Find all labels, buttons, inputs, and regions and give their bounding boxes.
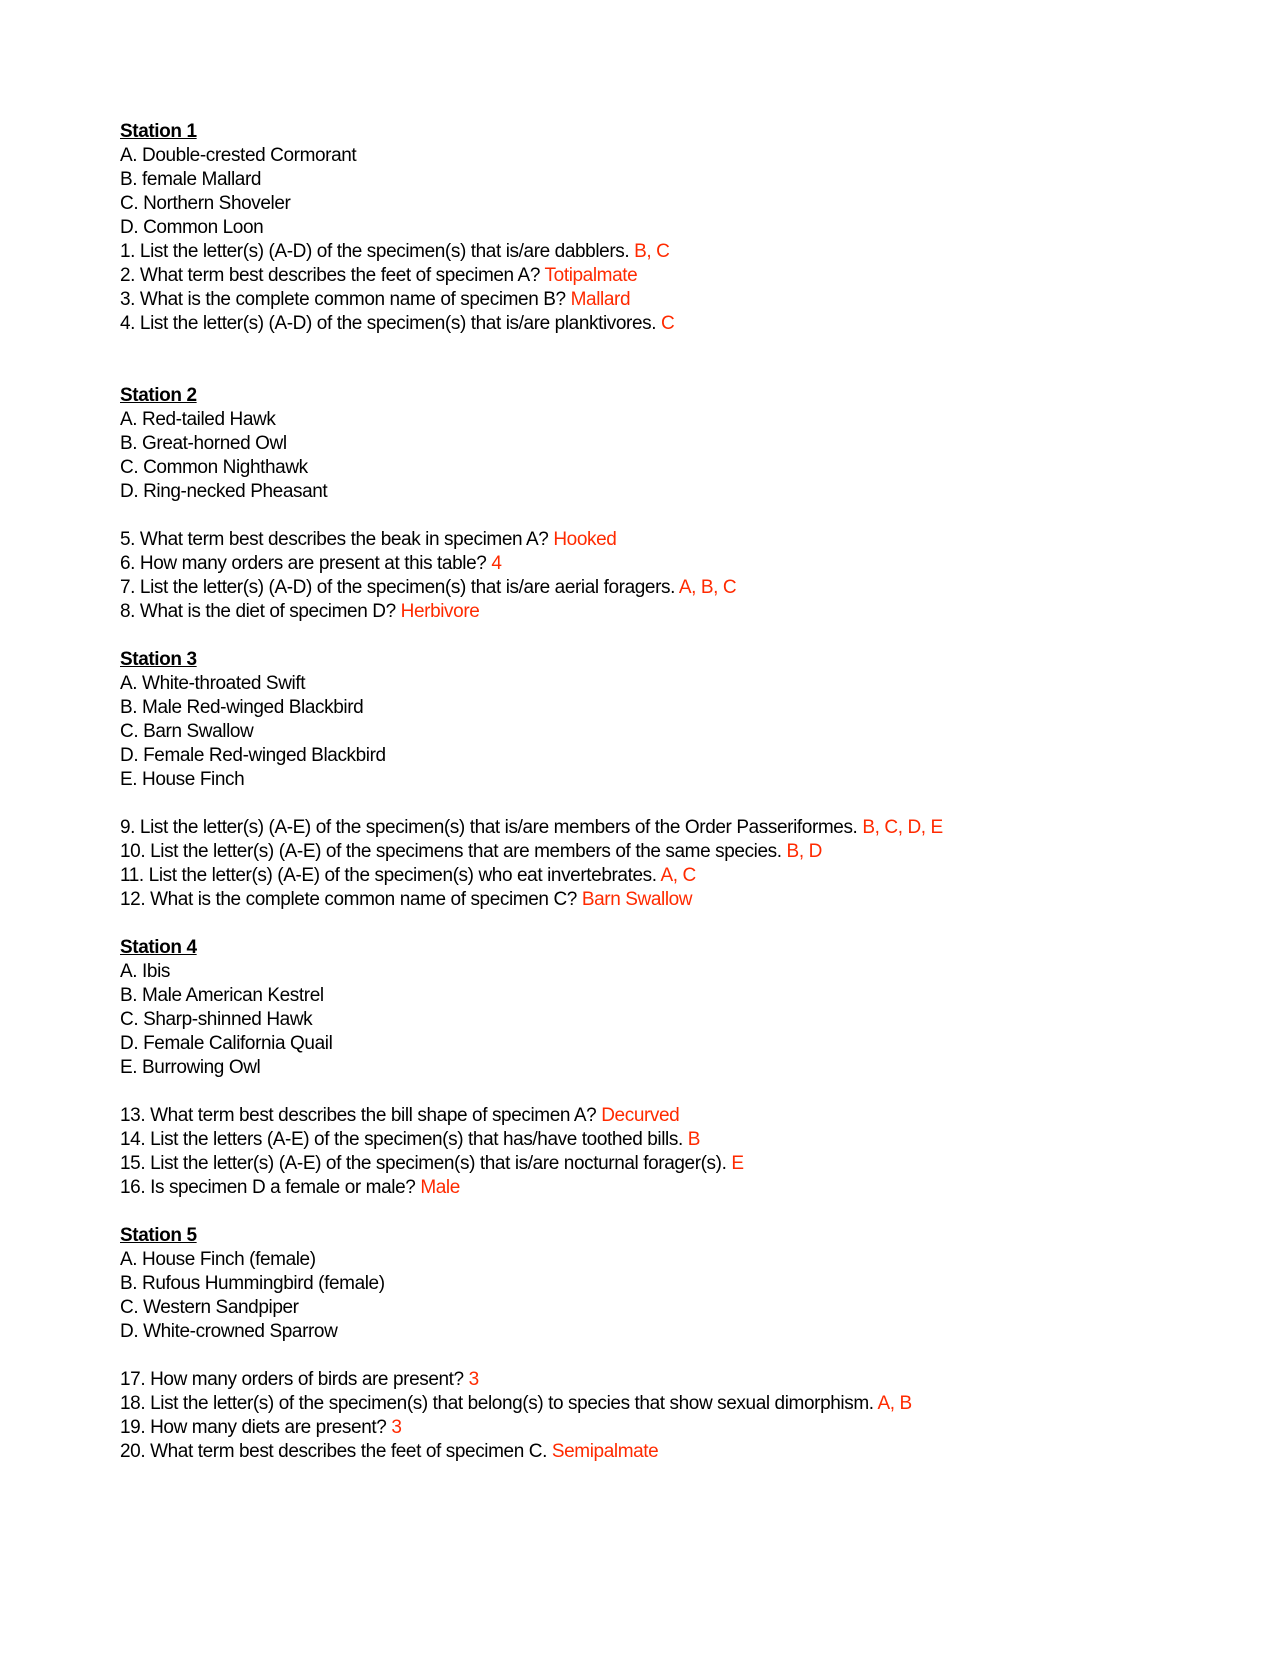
question-text: 14. List the letters (A-E) of the specimen(s) that has/have toothed bills. bbox=[120, 1129, 683, 1150]
specimen-item: E. House Finch bbox=[120, 769, 245, 790]
spacer bbox=[120, 624, 1160, 648]
answer-text: Totipalmate bbox=[544, 265, 638, 286]
question-line bbox=[120, 312, 1160, 336]
answer-text: B, C bbox=[634, 241, 670, 262]
question-line bbox=[120, 576, 1160, 600]
question-line bbox=[120, 1416, 1160, 1440]
specimen-item: D. White-crowned Sparrow bbox=[120, 1321, 338, 1342]
answer-text: A, B, C bbox=[678, 577, 737, 598]
answer-text: Decurved bbox=[601, 1105, 680, 1126]
specimen-item: C. Northern Shoveler bbox=[120, 193, 291, 214]
specimen-item: A. White-throated Swift bbox=[120, 673, 306, 694]
specimen-item: B. female Mallard bbox=[120, 169, 262, 190]
answer-text: B, C, D, E bbox=[862, 817, 943, 838]
answer-text: E bbox=[731, 1153, 744, 1174]
question-text: 20. What term best describes the feet of specimen C. bbox=[120, 1441, 547, 1462]
answer-text: Male bbox=[420, 1177, 460, 1198]
question-line bbox=[120, 1152, 1160, 1176]
spacer bbox=[120, 912, 1160, 936]
spacer bbox=[120, 504, 1160, 528]
question-line bbox=[120, 888, 1160, 912]
answer-text: 3 bbox=[391, 1417, 402, 1438]
question-line bbox=[120, 840, 1160, 864]
question-text: 1. List the letter(s) (A-D) of the specimen(s) that is/are dabblers. bbox=[120, 241, 630, 262]
question-text: 18. List the letter(s) of the specimen(s) that belong(s) to species that show sexual dimorphism. bbox=[120, 1393, 874, 1414]
specimen-item: B. Great-horned Owl bbox=[120, 433, 287, 454]
question-line bbox=[120, 864, 1160, 888]
answer-text: Mallard bbox=[570, 289, 631, 310]
question-line bbox=[120, 1392, 1160, 1416]
specimen-item: A. House Finch (female) bbox=[120, 1249, 316, 1270]
spacer bbox=[120, 336, 1160, 384]
document-page bbox=[120, 120, 1160, 1464]
answer-text: C bbox=[661, 313, 675, 334]
station-5 bbox=[120, 1224, 1160, 1464]
question-text: 13. What term best describes the bill shape of specimen A? bbox=[120, 1105, 597, 1126]
question-line bbox=[120, 600, 1160, 624]
question-line bbox=[120, 816, 1160, 840]
answer-text: A, C bbox=[660, 865, 696, 886]
station-title: Station 2 bbox=[120, 385, 197, 406]
answer-text: Barn Swallow bbox=[581, 889, 693, 910]
specimen-item: D. Female California Quail bbox=[120, 1033, 333, 1054]
question-text: 6. How many orders are present at this table? bbox=[120, 553, 487, 574]
question-text: 19. How many diets are present? bbox=[120, 1417, 387, 1438]
question-text: 17. How many orders of birds are present? bbox=[120, 1369, 464, 1390]
question-text: 15. List the letter(s) (A-E) of the specimen(s) that is/are nocturnal forager(s). bbox=[120, 1153, 727, 1174]
question-text: 10. List the letter(s) (A-E) of the specimens that are members of the same species. bbox=[120, 841, 782, 862]
specimen-item: D. Ring-necked Pheasant bbox=[120, 481, 328, 502]
station-2 bbox=[120, 384, 1160, 624]
specimen-item: C. Western Sandpiper bbox=[120, 1297, 299, 1318]
question-line bbox=[120, 1176, 1160, 1200]
answer-text: A, B bbox=[877, 1393, 912, 1414]
station-title: Station 5 bbox=[120, 1225, 197, 1246]
question-line bbox=[120, 288, 1160, 312]
question-text: 16. Is specimen D a female or male? bbox=[120, 1177, 416, 1198]
specimen-item: D. Female Red-winged Blackbird bbox=[120, 745, 386, 766]
specimen-item: A. Double-crested Cormorant bbox=[120, 145, 357, 166]
station-title: Station 1 bbox=[120, 121, 197, 142]
specimen-item: C. Barn Swallow bbox=[120, 721, 254, 742]
spacer bbox=[120, 1344, 1160, 1368]
question-text: 3. What is the complete common name of specimen B? bbox=[120, 289, 566, 310]
question-text: 8. What is the diet of specimen D? bbox=[120, 601, 396, 622]
question-line bbox=[120, 1128, 1160, 1152]
answer-text: B bbox=[687, 1129, 701, 1150]
spacer bbox=[120, 1080, 1160, 1104]
specimen-item: B. Male Red-winged Blackbird bbox=[120, 697, 364, 718]
specimen-item: E. Burrowing Owl bbox=[120, 1057, 261, 1078]
answer-text: Hooked bbox=[553, 529, 617, 550]
question-text: 9. List the letter(s) (A-E) of the specimen(s) that is/are members of the Order Passeriformes. bbox=[120, 817, 858, 838]
question-line bbox=[120, 1440, 1160, 1464]
specimen-item: C. Common Nighthawk bbox=[120, 457, 308, 478]
question-text: 5. What term best describes the beak in specimen A? bbox=[120, 529, 549, 550]
specimen-item: C. Sharp-shinned Hawk bbox=[120, 1009, 313, 1030]
question-text: 12. What is the complete common name of specimen C? bbox=[120, 889, 577, 910]
question-line bbox=[120, 240, 1160, 264]
answer-text: Herbivore bbox=[400, 601, 480, 622]
question-line bbox=[120, 552, 1160, 576]
specimen-item: A. Red-tailed Hawk bbox=[120, 409, 276, 430]
station-3 bbox=[120, 648, 1160, 912]
specimen-item: D. Common Loon bbox=[120, 217, 264, 238]
station-title: Station 4 bbox=[120, 937, 197, 958]
spacer bbox=[120, 792, 1160, 816]
question-text: 11. List the letter(s) (A-E) of the specimen(s) who eat invertebrates. bbox=[120, 865, 657, 886]
station-title: Station 3 bbox=[120, 649, 197, 670]
station-4 bbox=[120, 936, 1160, 1200]
question-text: 2. What term best describes the feet of specimen A? bbox=[120, 265, 540, 286]
answer-text: Semipalmate bbox=[551, 1441, 659, 1462]
spacer bbox=[120, 1200, 1160, 1224]
specimen-item: B. Rufous Hummingbird (female) bbox=[120, 1273, 385, 1294]
answer-text: B, D bbox=[786, 841, 822, 862]
question-line bbox=[120, 1104, 1160, 1128]
question-text: 4. List the letter(s) (A-D) of the specimen(s) that is/are planktivores. bbox=[120, 313, 657, 334]
question-text: 7. List the letter(s) (A-D) of the specimen(s) that is/are aerial foragers. bbox=[120, 577, 675, 598]
question-line bbox=[120, 1368, 1160, 1392]
answer-text: 3 bbox=[468, 1369, 479, 1390]
specimen-item: A. Ibis bbox=[120, 961, 170, 982]
question-line bbox=[120, 528, 1160, 552]
specimen-item: B. Male American Kestrel bbox=[120, 985, 324, 1006]
answer-text: 4 bbox=[491, 553, 502, 574]
station-1 bbox=[120, 120, 1160, 336]
question-line bbox=[120, 264, 1160, 288]
